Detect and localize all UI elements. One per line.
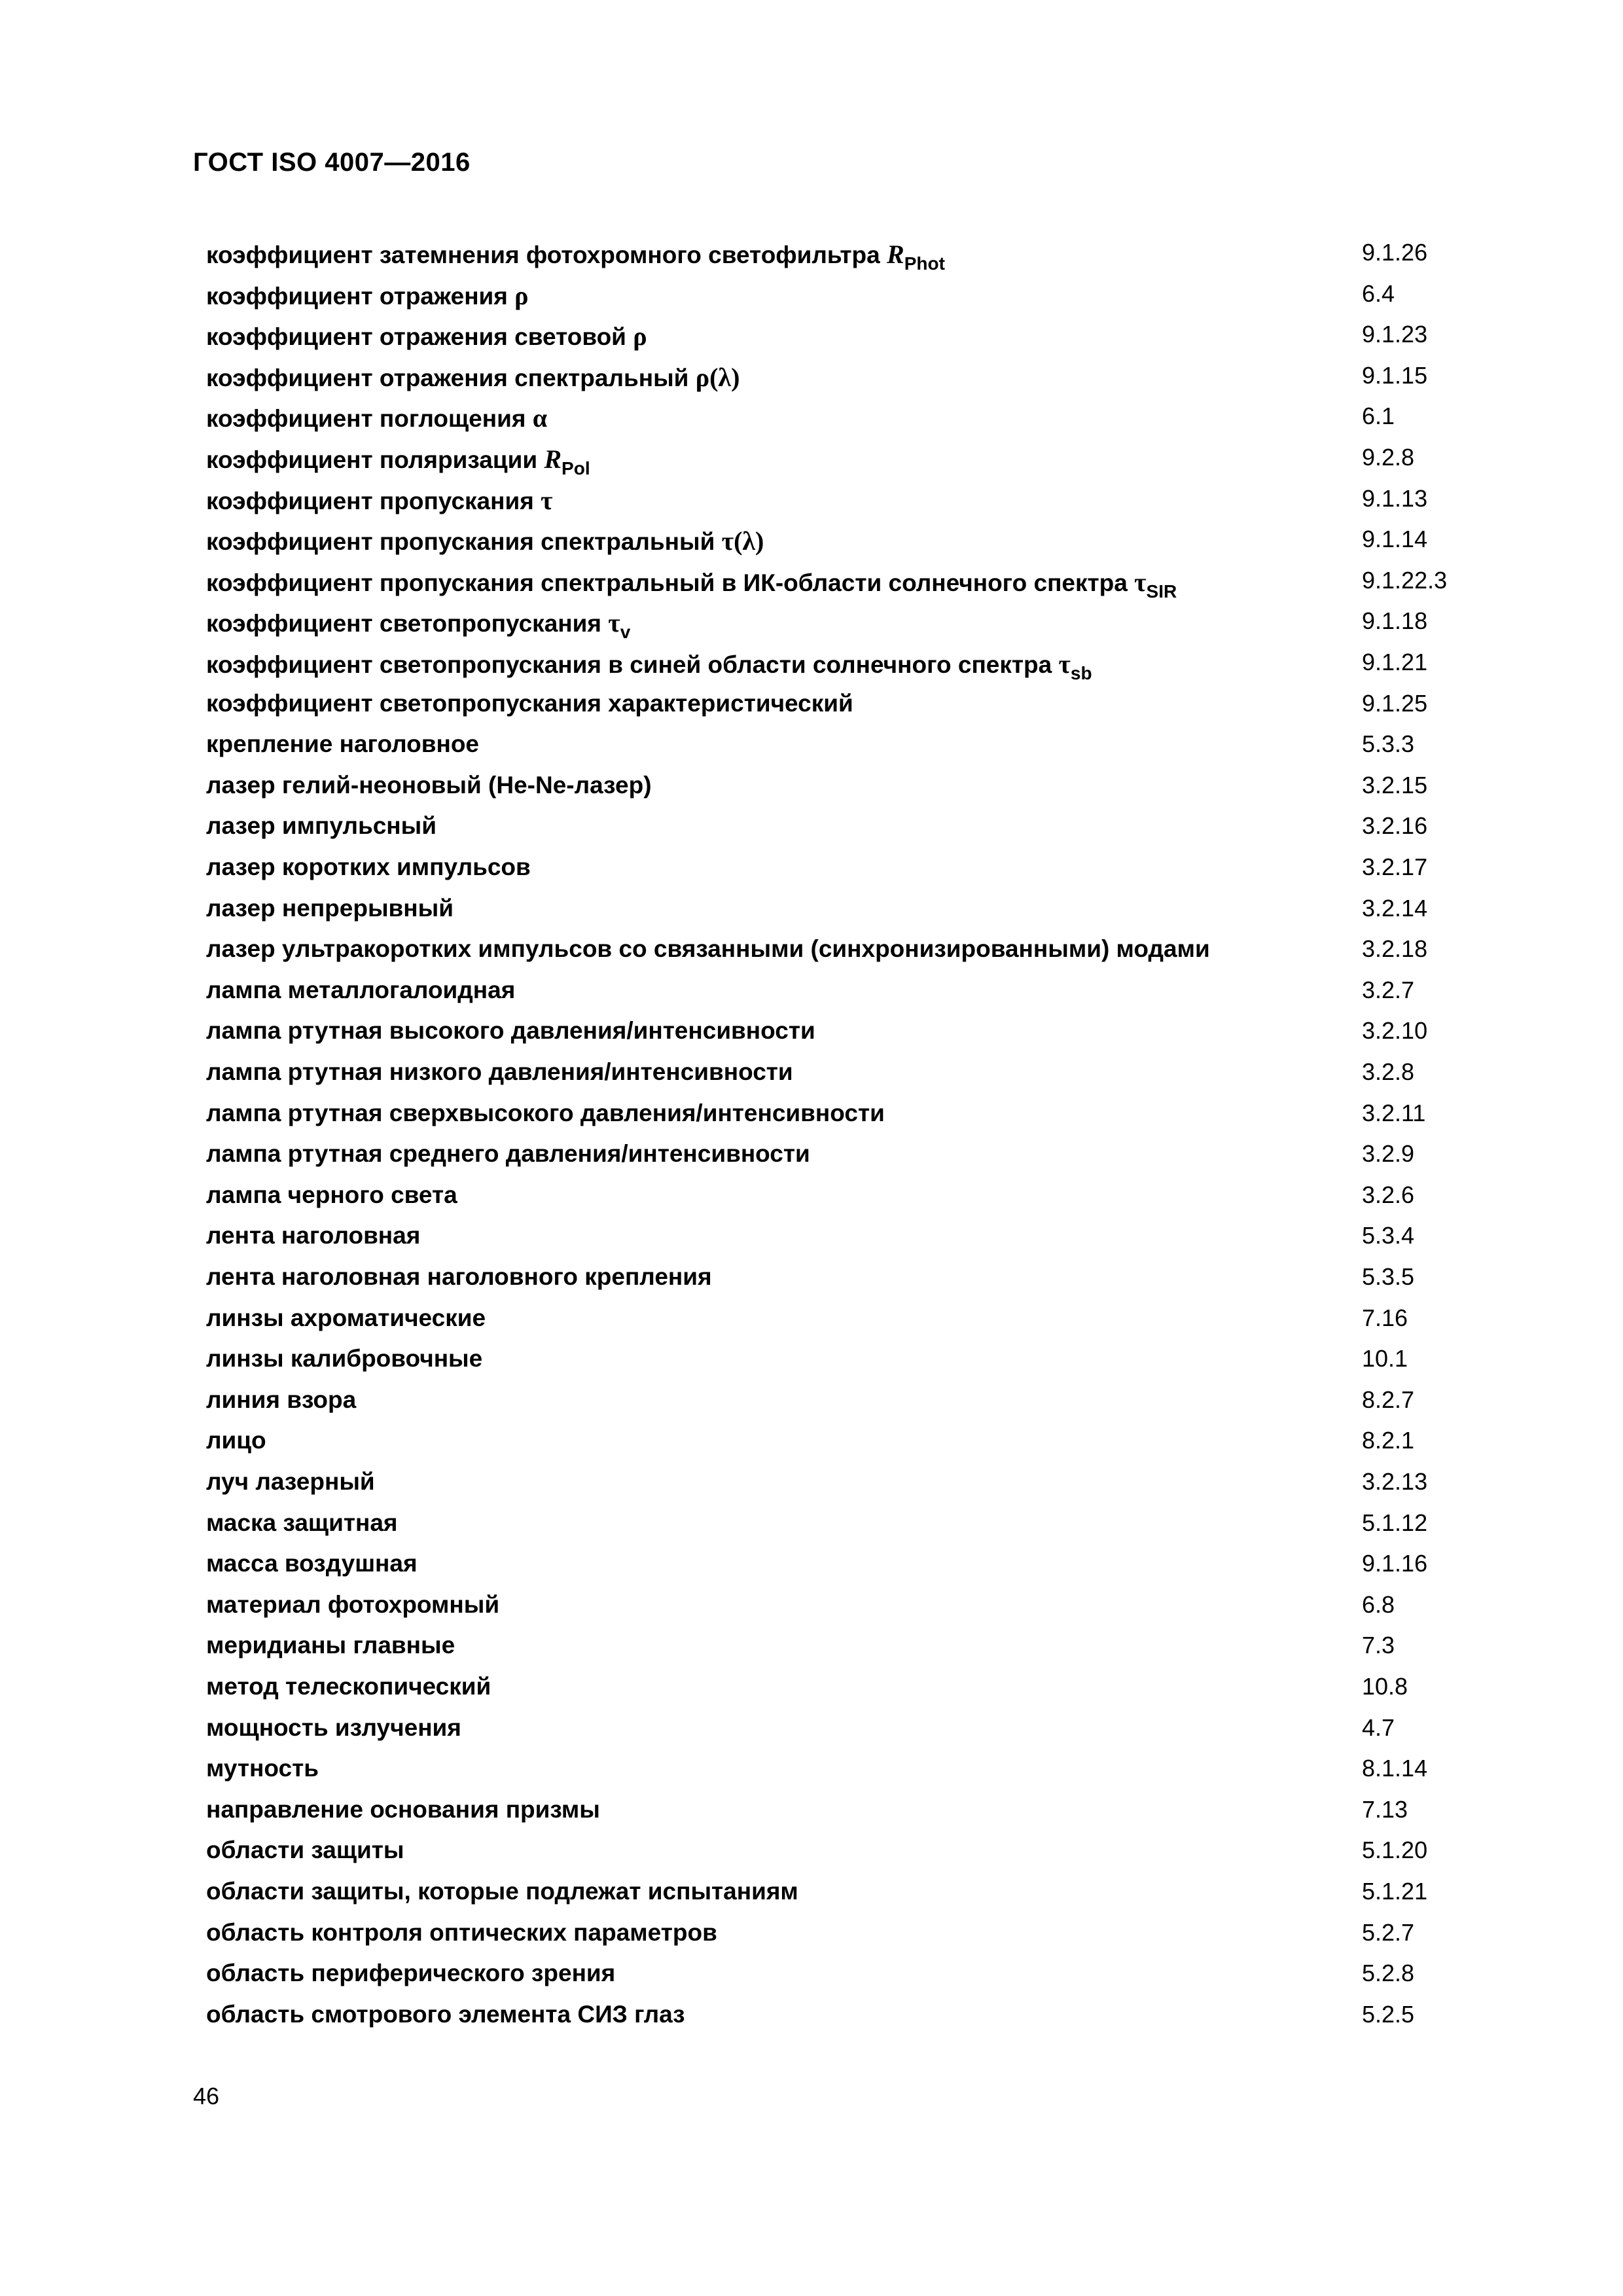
index-entry-term-text: крепление наголовное <box>206 730 480 758</box>
index-entry <box>0 607 1623 648</box>
index-entry-term-text: линия взора <box>206 1386 357 1413</box>
index-entry-term <box>206 1468 375 1496</box>
index-entry <box>0 853 1623 894</box>
index-entry-term-text: линзы калибровочные <box>206 1345 483 1372</box>
index-entry-reference: 9.1.18 <box>1362 607 1428 635</box>
index-entry-term-text: лампа ртутная высокого давления/интенсивности <box>206 1017 815 1045</box>
index-entry-reference: 3.2.6 <box>1362 1181 1415 1208</box>
index-entry-reference: 7.16 <box>1362 1304 1408 1331</box>
index-entry-symbol <box>533 403 547 433</box>
index-entry <box>0 1755 1623 1795</box>
index-entry-reference: 3.2.8 <box>1362 1058 1415 1085</box>
index-entry-symbol <box>887 240 945 274</box>
index-entry-term <box>206 1140 810 1168</box>
index-entry <box>0 1878 1623 1918</box>
index-entry-term <box>206 1181 457 1209</box>
index-entry-term-text: лампа металлогалоидная <box>206 976 516 1003</box>
index-entry <box>0 1017 1623 1058</box>
index-entry-symbol-base: ρ(λ) <box>695 362 740 392</box>
index-entry-term-text: области защиты, которые подлежат испытаниям <box>206 1878 798 1905</box>
index-entry-term <box>206 1017 815 1045</box>
index-entry-term <box>206 1345 482 1372</box>
index-entry <box>0 1591 1623 1632</box>
index-entry-term <box>206 280 529 311</box>
index-entry-reference: 5.1.12 <box>1362 1509 1428 1536</box>
page-header-title: ГОСТ ISO 4007—2016 <box>193 148 471 177</box>
index-entry-symbol-base: R <box>887 240 904 269</box>
index-entry-term <box>206 1673 491 1700</box>
index-entry-term <box>206 935 1210 963</box>
index-entry-symbol-subscript: Phot <box>904 253 945 274</box>
index-entry-term-text: мутность <box>206 1755 319 1782</box>
index-entry-reference: 3.2.17 <box>1362 853 1428 880</box>
index-entry-term-text: коэффициент пропускания <box>206 487 541 514</box>
index-entry-term <box>206 362 740 393</box>
index-entry-symbol-base: τ <box>1134 567 1147 597</box>
index-entry-reference: 5.3.4 <box>1362 1222 1415 1249</box>
index-entry-symbol <box>541 486 552 515</box>
index-entry <box>0 1550 1623 1590</box>
index-entry <box>0 1058 1623 1099</box>
index-entry-term <box>206 1263 712 1291</box>
index-entry-reference: 5.3.3 <box>1362 730 1415 758</box>
index-entry <box>0 1714 1623 1755</box>
index-entry-symbol-base: R <box>544 444 562 474</box>
index-entry-term-text: коэффициент затемнения фотохромного светофильтра <box>206 242 887 268</box>
index-entry-term-text: направление основания призмы <box>206 1795 600 1823</box>
index-entry-term-text: область контроля оптических параметров <box>206 1918 717 1946</box>
index-entry-term <box>206 1386 356 1414</box>
index-entry-term-text: лазер гелий-неоновый (He-Ne-лазер) <box>206 771 652 798</box>
index-entry <box>0 1100 1623 1140</box>
index-entry-term-text: области защиты <box>206 1837 404 1864</box>
index-entry <box>0 485 1623 526</box>
index-entry-reference: 9.1.25 <box>1362 689 1428 717</box>
index-entry-symbol-base: τ <box>608 608 620 638</box>
index-entry-term <box>206 1837 404 1864</box>
index-entry <box>0 1304 1623 1345</box>
index-entry-term <box>206 649 1092 683</box>
index-entry-term <box>206 444 590 478</box>
index-entry-reference: 3.2.10 <box>1362 1017 1428 1045</box>
index-entry-reference: 7.3 <box>1362 1632 1395 1659</box>
index-entry-symbol <box>1058 649 1092 683</box>
index-entry-term-text: линзы ахроматические <box>206 1304 486 1331</box>
index-entry <box>0 239 1623 279</box>
index-entry <box>0 1427 1623 1467</box>
index-entry-term <box>206 853 531 881</box>
index-entry-reference: 5.1.21 <box>1362 1878 1428 1905</box>
index-entry <box>0 1345 1623 1386</box>
index-entry <box>0 1468 1623 1509</box>
index-entry-symbol <box>544 444 590 478</box>
index-entry-term <box>206 895 454 922</box>
index-entry-reference: 8.1.14 <box>1362 1755 1428 1782</box>
index-entry-reference: 3.2.15 <box>1362 771 1428 798</box>
index-entry-term-text: меридианы главные <box>206 1632 455 1659</box>
index-entry-reference: 3.2.14 <box>1362 894 1428 922</box>
index-entry <box>0 2001 1623 2041</box>
index-entry-term-text: область периферического зрения <box>206 1960 616 1987</box>
index-entry <box>0 1181 1623 1222</box>
index-entry-symbol <box>608 608 631 643</box>
index-entry-term <box>206 1550 418 1577</box>
index-entry-term-text: лампа черного света <box>206 1181 457 1208</box>
index-entry-symbol-base: τ(λ) <box>721 526 764 556</box>
index-entry-reference: 3.2.13 <box>1362 1468 1428 1495</box>
index-entry-reference: 5.2.7 <box>1362 1918 1415 1946</box>
index-entry-reference: 6.1 <box>1362 403 1395 430</box>
index-entry-reference: 9.2.8 <box>1362 444 1415 471</box>
index-entry-reference: 3.2.16 <box>1362 812 1428 840</box>
index-entry <box>0 1632 1623 1672</box>
index-entry-reference: 9.1.16 <box>1362 1550 1428 1577</box>
index-entry <box>0 812 1623 853</box>
index-entry-symbol <box>1134 567 1177 601</box>
index-entry-term <box>206 1919 717 1946</box>
index-entry <box>0 1222 1623 1263</box>
index-entry <box>0 935 1623 976</box>
index-entry-symbol <box>633 321 647 351</box>
index-entry-term-text: лазер ультракоротких импульсов со связанными (синхронизированными) модами <box>206 935 1210 963</box>
index-entry-term-text: коэффициент светопропускания характеристический <box>206 689 853 717</box>
index-entry-term-text: коэффициент отражения <box>206 282 515 310</box>
index-entry-term <box>206 977 515 1004</box>
index-entry <box>0 730 1623 771</box>
index-entry-term-text: коэффициент пропускания спектральный <box>206 528 722 556</box>
index-entry-term-text: коэффициент светопропускания <box>206 610 609 637</box>
index-entry-term <box>206 812 437 840</box>
index-entry <box>0 1837 1623 1877</box>
index-entry <box>0 895 1623 935</box>
index-entry-reference: 5.2.8 <box>1362 1960 1415 1987</box>
index-entry-reference: 9.1.15 <box>1362 361 1428 389</box>
index-entry <box>0 1509 1623 1550</box>
index-entry-term-text: коэффициент поляризации <box>206 446 544 473</box>
index-entry-term-text: метод телескопический <box>206 1673 491 1700</box>
index-entry-reference: 5.3.5 <box>1362 1263 1415 1290</box>
index-entry <box>0 403 1623 443</box>
index-entry-term-text: лазер коротких импульсов <box>206 853 531 880</box>
index-entry <box>0 1140 1623 1181</box>
page-number: 46 <box>193 2083 220 2109</box>
index-entry-symbol-subscript: Pol <box>562 458 590 478</box>
index-entry-term-text: лента наголовная <box>206 1222 421 1249</box>
index-entry-symbol <box>722 526 764 556</box>
index-entry-symbol <box>696 363 740 392</box>
index-entry-term <box>206 1591 499 1619</box>
index-entry-reference: 9.1.22.3 <box>1362 566 1448 594</box>
index-entry-term <box>206 730 479 758</box>
index-entry-term <box>206 1427 266 1454</box>
index-entry-term-text: коэффициент светопропускания в синей области солнечного спектра <box>206 651 1059 678</box>
index-entry-reference: 9.1.21 <box>1362 649 1428 675</box>
index-entry-term-text: коэффициент поглощения <box>206 405 533 433</box>
index-entry-reference: 3.2.18 <box>1362 935 1428 963</box>
index-entry-reference: 3.2.9 <box>1362 1140 1415 1168</box>
index-entry-reference: 10.8 <box>1362 1673 1408 1700</box>
index-entry <box>0 526 1623 566</box>
index-entry-term-text: мощность излучения <box>206 1713 461 1741</box>
index-entry-reference: 5.1.20 <box>1362 1837 1428 1864</box>
index-entry-term <box>206 403 547 433</box>
index-entry-reference: 10.1 <box>1362 1345 1408 1372</box>
index-entry <box>0 362 1623 403</box>
index-entry-term-text: лампа ртутная низкого давления/интенсивности <box>206 1058 793 1085</box>
index-entry-symbol <box>514 281 528 310</box>
index-entry <box>0 444 1623 484</box>
index-entry-term <box>206 1304 486 1332</box>
index-entry-symbol-base: τ <box>1058 649 1071 679</box>
index-entry-term-text: лазер импульсный <box>206 812 437 840</box>
index-entry-term <box>206 1509 398 1537</box>
index-entry-symbol-subscript: SIR <box>1146 581 1177 601</box>
index-entry <box>0 1673 1623 1713</box>
index-entry-term-text: маска защитная <box>206 1509 398 1536</box>
index-entry-term-text: лицо <box>206 1427 266 1454</box>
index-entry-reference: 6.8 <box>1362 1590 1395 1618</box>
index-entry-term <box>206 1100 885 1127</box>
index-entry-term-text: лампа ртутная сверхвысокого давления/интенсивности <box>206 1099 885 1126</box>
index-entry-term-text: лента наголовная наголовного крепления <box>206 1263 712 1290</box>
index-entry-term <box>206 321 647 351</box>
index-entry <box>0 321 1623 361</box>
index-entry-term <box>206 526 764 556</box>
index-entry <box>0 772 1623 812</box>
index-entry-term <box>206 485 553 516</box>
index-entry-term-text: масса воздушная <box>206 1550 418 1577</box>
index-entry-term-text: область смотрового элемента СИЗ глаз <box>206 2000 685 2028</box>
index-entry <box>0 690 1623 730</box>
index-entry-symbol-subscript: sb <box>1070 663 1092 683</box>
index-entry-reference: 3.2.7 <box>1362 976 1415 1003</box>
index-entry-reference: 5.2.5 <box>1362 2000 1415 2028</box>
index-entry-reference: 9.1.13 <box>1362 484 1428 512</box>
index-entry-term-text: луч лазерный <box>206 1468 375 1495</box>
index-entry-reference: 3.2.11 <box>1362 1099 1426 1126</box>
index-entry-term <box>206 239 945 274</box>
index-entry-term-text: коэффициент отражения спектральный <box>206 364 696 391</box>
index-entry-term <box>206 690 853 717</box>
index-entry-reference: 4.7 <box>1362 1713 1395 1741</box>
index-entry-reference: 9.1.14 <box>1362 526 1428 553</box>
index-entry-reference: 7.13 <box>1362 1795 1408 1823</box>
index-entry-term <box>206 1058 793 1086</box>
index-entry-term <box>206 1960 615 1987</box>
index-entry <box>0 1263 1623 1304</box>
index-entry-symbol-base: ρ <box>514 280 529 310</box>
index-entry <box>0 280 1623 321</box>
index-entry-reference: 8.2.1 <box>1362 1427 1415 1454</box>
index-entry-term <box>206 567 1177 601</box>
index-entry-term <box>206 772 652 799</box>
index-entry-term <box>206 1796 600 1823</box>
index-entry-term-text: коэффициент отражения световой <box>206 323 633 351</box>
index-entry-term <box>206 607 631 643</box>
index-entry-reference: 9.1.23 <box>1362 321 1428 348</box>
index-entry-reference: 8.2.7 <box>1362 1386 1415 1413</box>
index-entry-symbol-base: τ <box>541 485 553 515</box>
index-entry-term-text: лазер непрерывный <box>206 894 454 922</box>
index-entry-term <box>206 1714 461 1742</box>
index-entry-term <box>206 1222 420 1249</box>
index-entry <box>0 1960 1623 2000</box>
index-entry <box>0 649 1623 689</box>
index-entry-term <box>206 1632 455 1659</box>
index-entry-term <box>206 2001 685 2028</box>
index-entry <box>0 1919 1623 1960</box>
index-entry <box>0 1386 1623 1427</box>
index-entry-symbol-subscript: v <box>620 622 631 643</box>
index-entry-reference: 6.4 <box>1362 279 1395 307</box>
index-entry-term-text: лампа ртутная среднего давления/интенсивности <box>206 1140 810 1168</box>
index-entry <box>0 977 1623 1017</box>
index-entry-term <box>206 1755 319 1782</box>
index-entry <box>0 567 1623 607</box>
index-entry-term-text: материал фотохромный <box>206 1590 500 1618</box>
index-entry-term <box>206 1878 798 1905</box>
index-entry-term-text: коэффициент пропускания спектральный в ИК-области солнечного спектра <box>206 569 1135 596</box>
index-entry <box>0 1796 1623 1837</box>
index-entry-symbol-base: α <box>532 403 548 433</box>
index-entry-reference: 9.1.26 <box>1362 239 1428 266</box>
index-entry-symbol-base: ρ <box>633 321 647 351</box>
